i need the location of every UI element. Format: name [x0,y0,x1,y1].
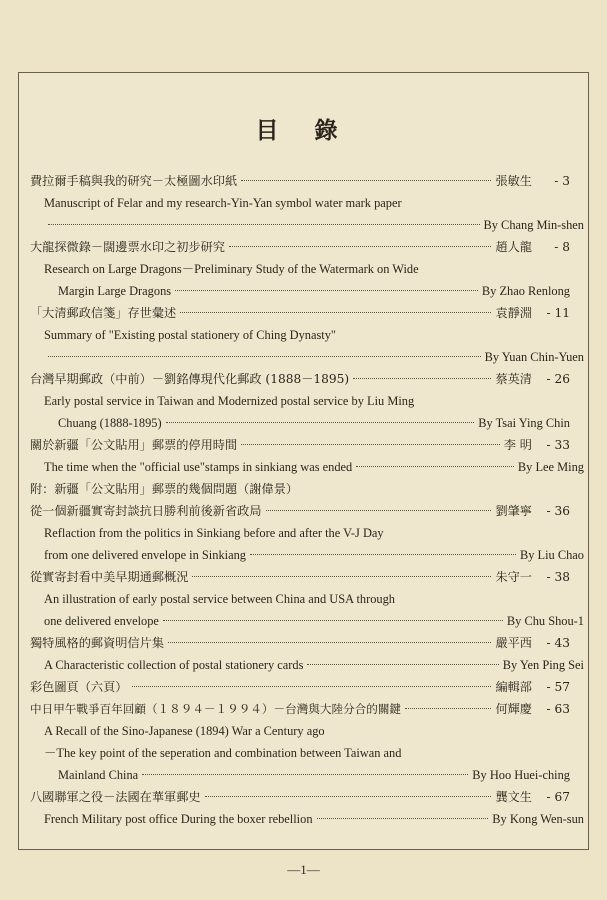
page-number-footer: —1— [287,862,320,877]
dot-leader [168,642,491,643]
dot-leader [192,576,491,577]
dot-leader [166,422,475,423]
dot-leader [241,444,500,445]
toc-entry-zh: 附：新疆「公文貼用」郵票的幾個問題（謝偉景） [30,482,299,496]
page-title: 目 錄 [255,117,352,144]
toc-english-title: Reflaction from the politics in Sinkiang before and after the V-J Day [44,526,384,540]
toc-english-title: The time when the "official use"stamps in sinkiang was ended [44,460,353,474]
toc-author: 何輝慶 [495,702,532,716]
toc-author: 蔡英清 [495,372,532,386]
toc-entry-title[interactable] [30,566,570,588]
toc-author: 朱守一 [495,570,532,584]
dot-leader [48,224,480,225]
toc-english-title: Early postal service in Taiwan and Modernized postal service by Liu Ming [44,394,415,408]
toc-entry-title[interactable] [30,236,570,258]
toc-entry-appendix[interactable] [30,478,570,500]
toc-entry-english [30,522,584,544]
toc-english-title: French Military post office During the boxer rebellion [44,812,313,826]
toc-english-author: By Zhao Renlong [481,284,570,298]
toc-entry-english [30,324,584,346]
toc-page-number: - 26 [546,372,570,386]
dot-leader [205,796,492,797]
toc-entry-zh: 關於新疆「公文貼用」郵票的停用時間 [30,438,238,452]
dot-leader [266,510,492,511]
toc-entry-zh: 獨特風格的郵資明信片集 [30,636,165,650]
toc-english-author: By Kong Wen-sun [492,812,584,826]
toc-page-number: - 8 [554,240,570,254]
toc-page-number: - 33 [546,438,570,452]
toc-entry-english [30,720,584,742]
dot-leader [142,774,468,775]
toc-entry-title[interactable] [30,698,570,720]
toc-entry-english-byline [30,214,584,236]
toc-entry-zh: 台灣早期郵政（中前）－劉銘傳現代化郵政 (1888－1895) [30,372,350,386]
toc-entry-english [30,258,584,280]
toc-entry-english [30,192,584,214]
toc-author: 趙人龍 [495,240,532,254]
toc-entry-title[interactable] [30,500,570,522]
toc-entry-english-byline [30,280,570,302]
toc-page-number: - 67 [546,790,570,804]
toc-entry-title[interactable] [30,434,570,456]
dot-leader [163,620,503,621]
toc-page-number: - 11 [546,306,570,320]
toc-english-title: Research on Large Dragons－Preliminary Study of the Watermark on Wide [44,262,419,276]
toc-english-title: A Recall of the Sino-Japanese (1894) War a Century ago [44,724,325,738]
toc-author: 劉肇寧 [495,504,532,518]
toc-author: 龔文生 [495,790,532,804]
dot-leader [405,708,491,709]
toc-page-number: - 3 [554,174,570,188]
toc-page-number: - 38 [546,570,570,584]
dot-leader [307,664,498,665]
toc-entry-english-byline [30,764,570,786]
toc-entry-zh: 從實寄封看中美早期通郵概況 [30,570,189,584]
toc-english-author: By Tsai Ying Chin [478,416,570,430]
toc-page-number: - 36 [546,504,570,518]
toc-page-number: - 43 [546,636,570,650]
toc-english-title-cont: from one delivered envelope in Sinkiang [44,548,246,562]
toc-entry-english-byline [30,808,584,830]
toc-entry-english [30,390,584,412]
toc-english-author: By Hoo Huei-ching [472,768,570,782]
toc-entry-zh: 「大清郵政信箋」存世彙述 [30,306,177,320]
toc-english-author: By Chang Min-shen [483,218,584,232]
toc-entry-english-byline [30,456,584,478]
toc-entry-title[interactable] [30,170,570,192]
toc-english-author: By Lee Ming [517,460,584,474]
toc-entry-english-byline [30,544,584,566]
toc-english-author: By Chu Shou-1 [506,614,584,628]
toc-english-title-cont: Mainland China [58,768,139,782]
toc-author: 編輯部 [495,680,532,694]
toc-entry-title[interactable] [30,786,570,808]
toc-entry-title[interactable] [30,302,570,324]
toc-english-title-cont: －The key point of the seperation and combination between Taiwan and [44,746,402,760]
toc-author: 袁靜淵 [495,306,532,320]
toc-entry-english-byline [30,346,584,368]
toc-english-title-cont: one delivered envelope [44,614,159,628]
dot-leader [180,312,491,313]
toc-entry-english-byline [30,654,584,676]
toc-entry-zh: 費拉爾手稿與我的研究－太極圖水印紙 [30,174,238,188]
toc-author: 李 明 [503,438,532,452]
toc-english-author: By Yuan Chin-Yuen [484,350,584,364]
toc-english-title-cont: Margin Large Dragons [58,284,172,298]
toc-english-title: A Characteristic collection of postal stationery cards [44,658,304,672]
toc-english-author: By Yen Ping Sei [502,658,584,672]
toc-english-title: Manuscript of Felar and my research-Yin-Yan symbol water mark paper [44,196,402,210]
dot-leader [48,356,481,357]
toc-english-title: An illustration of early postal service between China and USA through [44,592,395,606]
toc-author: 嚴平西 [495,636,532,650]
toc-english-author: By Liu Chao [519,548,584,562]
dot-leader [229,246,491,247]
toc-entry-title[interactable] [30,632,570,654]
toc-entry-english [30,588,584,610]
toc-english-title-cont: Chuang (1888-1895) [58,416,162,430]
toc-entry-title[interactable] [30,676,570,698]
dot-leader [317,818,489,819]
toc-entry-zh: 彩色圖頁（六頁） [30,680,128,694]
toc-entry-english-byline [30,610,584,632]
toc-entry-english [30,742,584,764]
toc-entry-english-byline [30,412,570,434]
toc-entry-zh: 八國聯軍之役－法國在華軍郵史 [30,790,201,804]
toc-author: 張敏生 [495,174,532,188]
toc-entry-zh: 從一個新疆實寄封談抗日勝利前後新省政局 [30,504,262,518]
dot-leader [356,466,514,467]
toc-entry-title[interactable] [30,368,570,390]
toc-page-number: - 57 [546,680,570,694]
toc-english-title: Summary of "Existing postal stationery of Ching Dynasty" [44,328,336,342]
dot-leader [241,180,491,181]
dot-leader [175,290,478,291]
toc-entry-zh: 大龍探微錄－闊邊票水印之初步研究 [30,240,225,254]
dot-leader [250,554,516,555]
toc-page-number: - 63 [546,702,570,716]
dot-leader [353,378,491,379]
dot-leader [132,686,492,687]
toc-entry-zh: 中日甲午戰爭百年回顧（１８９４－１９９４）－台灣與大陸分合的關鍵 [30,702,402,716]
